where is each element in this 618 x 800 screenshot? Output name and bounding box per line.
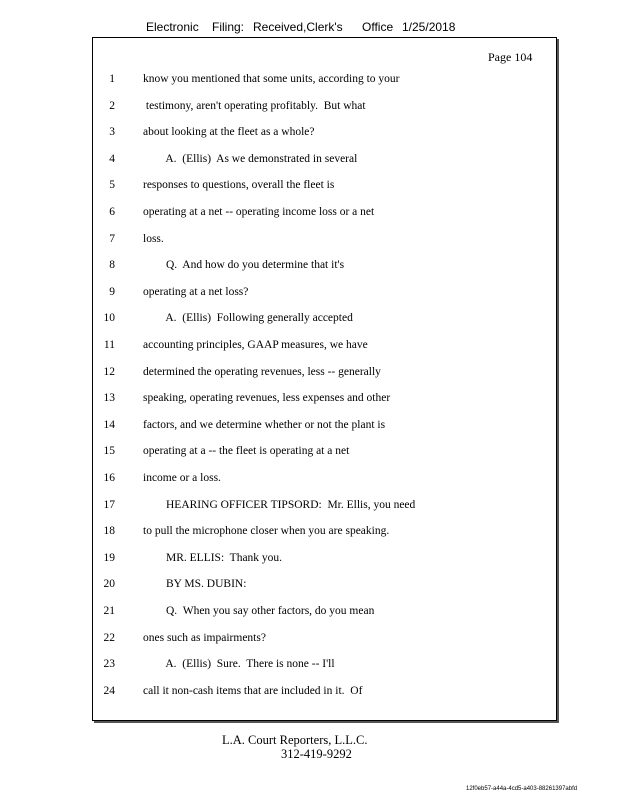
line-number: 13 xyxy=(103,392,115,404)
line-text: A. (Ellis) Following generally accepted xyxy=(143,312,353,324)
line-number: 18 xyxy=(103,525,115,537)
line-text: loss. xyxy=(143,233,164,245)
line-text: know you mentioned that some units, according to your xyxy=(143,73,400,85)
line-text: operating at a -- the fleet is operating at a net xyxy=(143,445,350,457)
line-text: Q. And how do you determine that it's xyxy=(143,259,345,271)
line-text: factors, and we determine whether or not the plant is xyxy=(143,419,386,431)
line-number: 12 xyxy=(103,366,115,378)
line-number: 24 xyxy=(103,685,115,697)
line-text: A. (Ellis) Sure. There is none -- I'll xyxy=(143,658,335,670)
court-reporter-phone: 312-419-9292 xyxy=(281,747,352,761)
stamp-date: 1/25/2018 xyxy=(402,20,456,34)
line-number: 19 xyxy=(103,552,115,564)
line-text: Q. When you say other factors, do you mean xyxy=(143,605,375,617)
line-text: determined the operating revenues, less -- generally xyxy=(143,366,381,378)
line-number: 23 xyxy=(103,658,115,670)
line-number: 5 xyxy=(109,179,115,191)
line-text: MR. ELLIS: Thank you. xyxy=(143,552,283,564)
line-number: 3 xyxy=(109,126,115,138)
line-text: accounting principles, GAAP measures, we have xyxy=(143,339,368,351)
line-number: 1 xyxy=(109,73,115,85)
line-text: about looking at the fleet as a whole? xyxy=(143,126,315,138)
stamp-electronic: Electronic xyxy=(146,20,199,34)
line-text: operating at a net -- operating income loss or a net xyxy=(143,206,375,218)
line-text: HEARING OFFICER TIPSORD: Mr. Ellis, you need xyxy=(143,499,416,511)
line-text: call it non-cash items that are included in it. Of xyxy=(143,685,363,697)
line-number: 14 xyxy=(103,419,115,431)
stamp-office: Office xyxy=(362,20,394,34)
line-number: 20 xyxy=(103,578,115,590)
line-text: speaking, operating revenues, less expenses and other xyxy=(143,392,391,404)
page-number: Page 104 xyxy=(488,50,533,64)
line-text: A. (Ellis) As we demonstrated in several xyxy=(143,153,358,165)
line-text: BY MS. DUBIN: xyxy=(143,578,247,590)
court-reporter-name: L.A. Court Reporters, L.L.C. xyxy=(222,733,368,747)
line-text: income or a loss. xyxy=(143,472,221,484)
line-number: 11 xyxy=(103,339,115,351)
line-text: to pull the microphone closer when you are speaking. xyxy=(143,525,390,537)
document-id: 12f0eb57-a44a-4cd5-a403-88261397abfd xyxy=(466,786,578,792)
line-number: 22 xyxy=(103,632,115,644)
line-number: 21 xyxy=(103,605,115,617)
line-number: 6 xyxy=(109,206,115,218)
line-text: responses to questions, overall the fleet is xyxy=(143,179,335,191)
line-number: 2 xyxy=(109,100,115,112)
transcript-page-frame xyxy=(92,37,557,721)
line-text: operating at a net loss? xyxy=(143,286,249,298)
line-number: 9 xyxy=(109,286,115,298)
line-number: 7 xyxy=(109,233,115,245)
line-number: 4 xyxy=(109,153,115,165)
line-number: 10 xyxy=(103,312,115,324)
line-text: ones such as impairments? xyxy=(143,632,266,644)
line-number: 17 xyxy=(103,499,115,511)
filing-stamp xyxy=(0,20,618,36)
line-text: testimony, aren't operating profitably. But what xyxy=(143,100,366,112)
stamp-received: Received,Clerk's xyxy=(253,20,343,34)
line-number: 16 xyxy=(103,472,115,484)
stamp-filing: Filing: xyxy=(212,20,245,34)
line-number: 15 xyxy=(103,445,115,457)
line-number: 8 xyxy=(109,259,115,271)
